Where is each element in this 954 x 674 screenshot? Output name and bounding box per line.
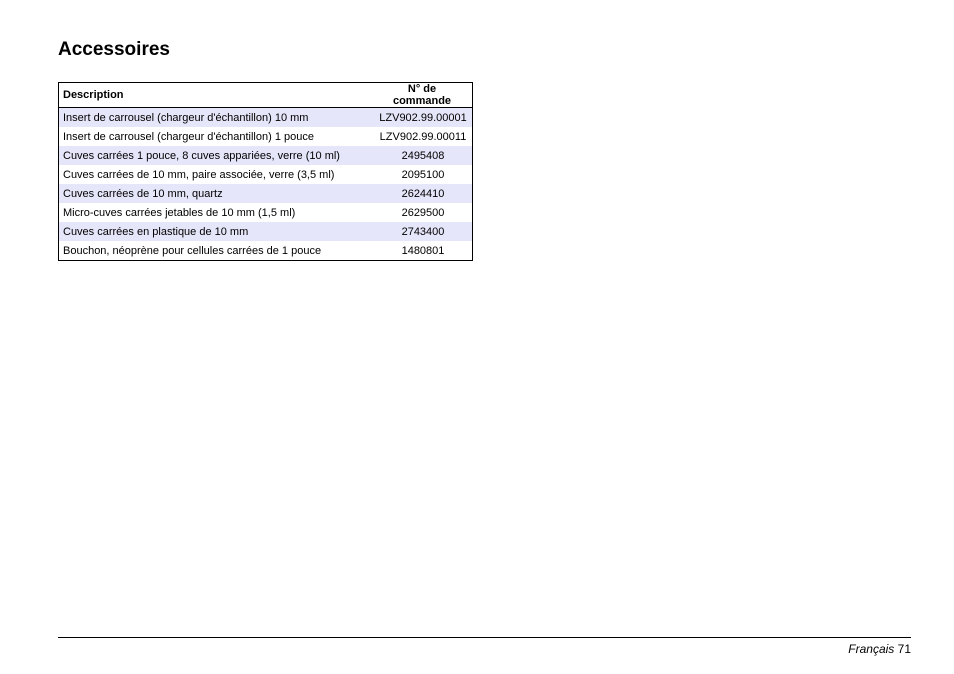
row-order-number: LZV902.99.00001 — [374, 108, 473, 128]
page-title: Accessoires — [58, 39, 170, 60]
row-description: Insert de carrousel (chargeur d'échantillon) 10 mm — [59, 108, 375, 128]
footer-divider — [58, 637, 911, 638]
table-row — [59, 222, 473, 241]
footer-page-number: 71 — [897, 642, 911, 656]
column-header-order-number: N° de commande — [374, 83, 473, 108]
row-description: Cuves carrées de 10 mm, quartz — [59, 184, 375, 203]
row-description: Cuves carrées 1 pouce, 8 cuves appariées, verre (10 ml) — [59, 146, 375, 165]
row-order-number: 1480801 — [374, 241, 473, 261]
row-order-number: 2095100 — [374, 165, 473, 184]
table-row — [59, 127, 473, 146]
page-footer — [848, 642, 911, 657]
table-row — [59, 108, 473, 128]
footer-language: Français — [848, 642, 895, 656]
accessories-table — [58, 82, 473, 261]
table-row — [59, 241, 473, 261]
row-order-number: 2624410 — [374, 184, 473, 203]
table-row — [59, 146, 473, 165]
row-description: Insert de carrousel (chargeur d'échantillon) 1 pouce — [59, 127, 375, 146]
table-header-row — [59, 83, 473, 108]
row-order-number: 2743400 — [374, 222, 473, 241]
row-order-number: 2629500 — [374, 203, 473, 222]
row-description: Cuves carrées de 10 mm, paire associée, verre (3,5 ml) — [59, 165, 375, 184]
table-row — [59, 203, 473, 222]
row-order-number: 2495408 — [374, 146, 473, 165]
row-description: Micro-cuves carrées jetables de 10 mm (1,5 ml) — [59, 203, 375, 222]
table-row — [59, 165, 473, 184]
column-header-description: Description — [59, 83, 375, 108]
row-order-number: LZV902.99.00011 — [374, 127, 473, 146]
table-row — [59, 184, 473, 203]
row-description: Cuves carrées en plastique de 10 mm — [59, 222, 375, 241]
row-description: Bouchon, néoprène pour cellules carrées de 1 pouce — [59, 241, 375, 261]
